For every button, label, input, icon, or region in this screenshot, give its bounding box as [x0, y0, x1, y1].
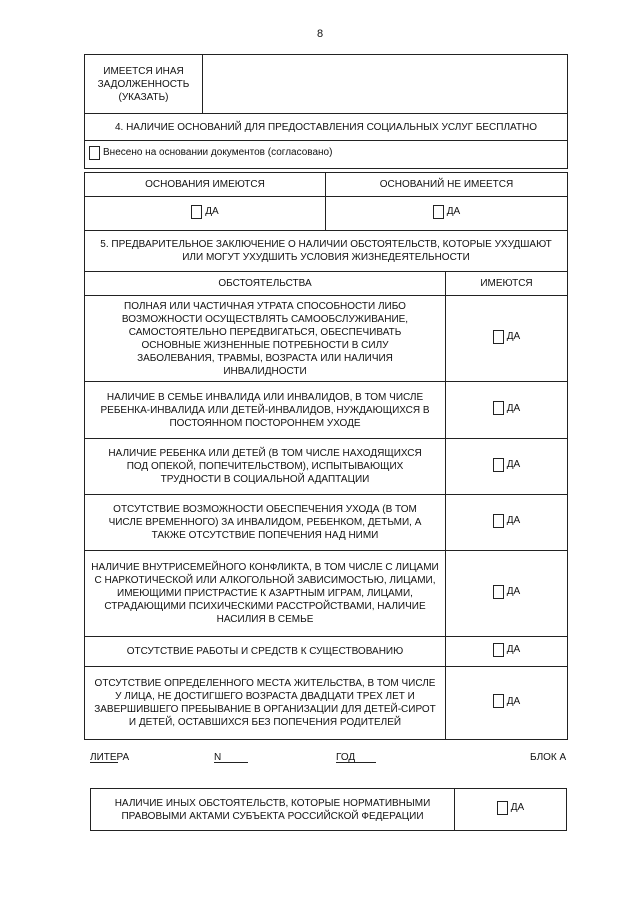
circumstance-checkbox-7[interactable] — [493, 694, 504, 708]
circumstance-checkbox-4[interactable] — [493, 514, 504, 528]
main-form-table — [84, 54, 568, 169]
grounds-yes-cell: ДА — [85, 197, 326, 231]
block-label: БЛОК А — [530, 752, 567, 763]
circumstance-check-5: ДА — [446, 551, 568, 637]
other-debt-label: ИМЕЕТСЯ ИНАЯ ЗАДОЛЖЕННОСТЬ (УКАЗАТЬ) — [85, 55, 203, 114]
section-4-title: 4. НАЛИЧИЕ ОСНОВАНИЙ ДЛЯ ПРЕДОСТАВЛЕНИЯ СОЦИАЛЬНЫХ УСЛУГ БЕСПЛАТНО — [85, 114, 568, 141]
documents-label: Внесено на основании документов (согласовано) — [103, 147, 333, 158]
circumstance-row-3: НАЛИЧИЕ РЕБЕНКА ИЛИ ДЕТЕЙ (В ТОМ ЧИСЛЕ НАХОДЯЩИХСЯ ПОД ОПЕКОЙ, ПОПЕЧИТЕЛЬСТВОМ), ИСПЫТЫВАЮЩИХ ТРУДНОСТИ В СОЦИАЛЬНОЙ АДАПТАЦИИ — [85, 439, 446, 495]
circumstance-check-4: ДА — [446, 495, 568, 551]
section-4-columns — [84, 172, 568, 231]
section-5-table — [84, 230, 568, 740]
grounds-yes-header-cell: ОСНОВАНИЯ ИМЕЮТСЯ — [85, 173, 326, 197]
circumstance-row-6: ОТСУТСТВИЕ РАБОТЫ И СРЕДСТВ К СУЩЕСТВОВАНИЮ — [85, 637, 446, 667]
grounds-no-header-cell: ОСНОВАНИЙ НЕ ИМЕЕТСЯ — [326, 173, 568, 197]
other-circumstances-checkbox[interactable] — [497, 801, 508, 815]
present-header: ИМЕЮТСЯ — [446, 272, 568, 296]
circumstance-checkbox-1[interactable] — [493, 330, 504, 344]
circumstance-checkbox-2[interactable] — [493, 401, 504, 415]
circumstance-checkbox-3[interactable] — [493, 458, 504, 472]
circumstance-check-3: ДА — [446, 439, 568, 495]
grounds-no-cell: ДА — [326, 197, 568, 231]
circumstance-row-1: ПОЛНАЯ ИЛИ ЧАСТИЧНАЯ УТРАТА СПОСОБНОСТИ ЛИБО ВОЗМОЖНОСТИ ОСУЩЕСТВЛЯТЬ САМООБСЛУЖИВАНИЕ, САМОСТОЯТЕЛЬНО ПЕРЕДВИГАТЬСЯ, ОБЕСПЕЧИВАТЬ ОСНОВНЫЕ ЖИЗНЕННЫЕ ПОТРЕБНОСТИ В СИЛУ ЗАБОЛЕВАНИЯ, ТРАВМЫ, ВОЗРАСТА ИЛИ НАЛИЧИЯ ИНВАЛИДНОСТИ — [85, 296, 446, 382]
section-5-title: 5. ПРЕДВАРИТЕЛЬНОЕ ЗАКЛЮЧЕНИЕ О НАЛИЧИИ ОБСТОЯТЕЛЬСТВ, КОТОРЫЕ УХУДШАЮТ ИЛИ МОГУТ УХУДШИТЬ УСЛОВИЯ ЖИЗНЕДЕЯТЕЛЬНОСТИ — [85, 231, 568, 272]
circumstance-checkbox-6[interactable] — [493, 643, 504, 657]
circumstance-row-4: ОТСУТСТВИЕ ВОЗМОЖНОСТИ ОБЕСПЕЧЕНИЯ УХОДА (В ТОМ ЧИСЛЕ ВРЕМЕННОГО) ЗА ИНВАЛИДОМ, РЕБЕНКОМ, ДЕТЬМИ, А ТАКЖЕ ОТСУТСТВИЕ ПОПЕЧЕНИЯ НАД НИМИ — [85, 495, 446, 551]
other-circumstances-check: ДА — [455, 789, 567, 831]
page-number: 8 — [316, 28, 324, 40]
circumstance-check-7: ДА — [446, 667, 568, 740]
circumstance-check-2: ДА — [446, 382, 568, 439]
litera-field[interactable] — [90, 752, 118, 763]
circumstance-row-2: НАЛИЧИЕ В СЕМЬЕ ИНВАЛИДА ИЛИ ИНВАЛИДОВ, В ТОМ ЧИСЛЕ РЕБЕНКА-ИНВАЛИДА ИЛИ ДЕТЕЙ-ИНВАЛИДОВ, НУЖДАЮЩИХСЯ В ПОСТОЯННОМ ПОСТОРОННЕМ УХОДЕ — [85, 382, 446, 439]
god-field[interactable] — [336, 752, 376, 763]
documents-row — [85, 141, 568, 169]
other-debt-field[interactable] — [203, 55, 568, 114]
n-field[interactable] — [214, 752, 248, 763]
circumstances-header: ОБСТОЯТЕЛЬСТВА — [85, 272, 446, 296]
grounds-no-checkbox[interactable] — [433, 205, 444, 219]
documents-checkbox[interactable] — [89, 146, 100, 160]
circumstance-row-5: НАЛИЧИЕ ВНУТРИСЕМЕЙНОГО КОНФЛИКТА, В ТОМ ЧИСЛЕ С ЛИЦАМИ С НАРКОТИЧЕСКОЙ ИЛИ АЛКОГОЛЬНОЙ ЗАВИСИМОСТЬЮ, ЛИЦАМИ, ИМЕЮЩИМИ ПРИСТРАСТИЕ К АЗАРТНЫМ ИГРАМ, ЛИЦАМИ, СТРАДАЮЩИМИ ПСИХИЧЕСКИМИ РАССТРОЙСТВАМИ, НАЛИЧИЕ НАСИЛИЯ В СЕМЬЕ — [85, 551, 446, 637]
other-circumstances-table — [90, 788, 567, 831]
circumstance-checkbox-5[interactable] — [493, 585, 504, 599]
circumstance-check-1: ДА — [446, 296, 568, 382]
grounds-yes-checkbox[interactable] — [191, 205, 202, 219]
circumstance-check-6: ДА — [446, 637, 568, 667]
other-circumstances-label: НАЛИЧИЕ ИНЫХ ОБСТОЯТЕЛЬСТВ, КОТОРЫЕ НОРМАТИВНЫМИ ПРАВОВЫМИ АКТАМИ СУБЪЕКТА РОССИЙСКОЙ ФЕДЕРАЦИИ — [91, 789, 455, 831]
circumstance-row-7: ОТСУТСТВИЕ ОПРЕДЕЛЕННОГО МЕСТА ЖИТЕЛЬСТВА, В ТОМ ЧИСЛЕ У ЛИЦА, НЕ ДОСТИГШЕГО ВОЗРАСТА ДВАДЦАТИ ТРЕХ ЛЕТ И ЗАВЕРШИВШЕГО ПРЕБЫВАНИЕ В ОРГАНИЗАЦИИ ДЛЯ ДЕТЕЙ-СИРОТ И ДЕТЕЙ, ОСТАВШИХСЯ БЕЗ ПОПЕЧЕНИЯ РОДИТЕЛЕЙ — [85, 667, 446, 740]
